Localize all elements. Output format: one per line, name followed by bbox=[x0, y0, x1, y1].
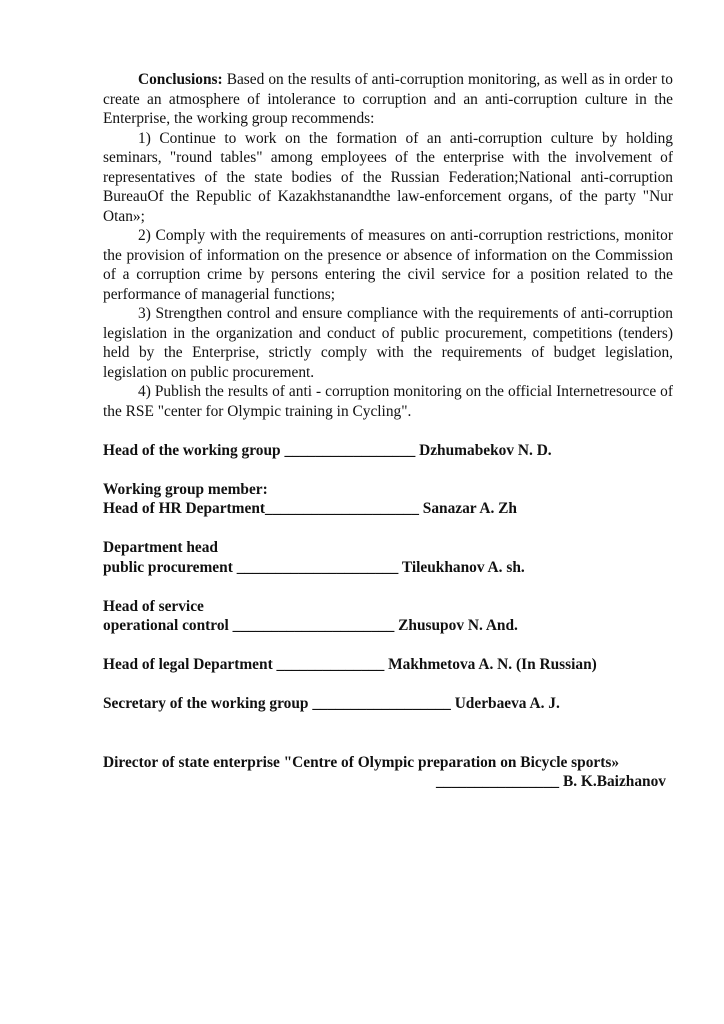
signature-name: Zhusupov N. And. bbox=[394, 617, 518, 634]
conclusions-intro: Based on the results of anti-corruption monitoring, as well as in order to create an atmosphere of intolerance to corruption and an anti-corruption culture in the Enterprise, the working group recommends: bbox=[103, 71, 673, 127]
conclusions-heading: Conclusions: bbox=[138, 71, 223, 88]
signature-name: Dzhumabekov N. D. bbox=[415, 441, 552, 459]
signature-line: ______________ bbox=[276, 656, 385, 673]
signature-public-procurement bbox=[103, 558, 673, 578]
signature-title: Secretary of the working group bbox=[103, 695, 313, 712]
document-page bbox=[103, 70, 673, 792]
signature-section-label: Working group member: bbox=[103, 480, 268, 498]
signature-name: Makhmetova A. N. (In Russian) bbox=[384, 656, 597, 673]
signature-line: __________________ bbox=[312, 695, 451, 712]
signature-secretary bbox=[103, 694, 673, 714]
director-title: Director of state enterprise "Centre of Olympic preparation on Bicycle sports» bbox=[103, 753, 620, 771]
recommendation-item-4: 4) Publish the results of anti - corruption monitoring on the official Internetresource of the RSE "center for Olympic training in Cycling". bbox=[103, 383, 673, 420]
signature-name: Tileukhanov A. sh. bbox=[398, 558, 525, 576]
signature-line: _____________________ bbox=[232, 617, 395, 634]
signature-title: operational control bbox=[103, 617, 233, 634]
signature-line: ____________________ bbox=[265, 500, 419, 517]
signature-name: Sanazar A. Zh bbox=[418, 500, 517, 517]
signature-title-line1: Head of service bbox=[103, 597, 204, 615]
signature-title: Head of legal Department bbox=[103, 656, 277, 673]
signature-title: Head of HR Department bbox=[103, 500, 265, 517]
conclusions-paragraph bbox=[103, 70, 673, 129]
signature-title: Head of the working group bbox=[103, 441, 285, 459]
signature-title-line1: Department head bbox=[103, 539, 218, 556]
signature-head-of-legal bbox=[103, 655, 673, 675]
signature-head-of-hr bbox=[103, 499, 673, 519]
recommendation-item-1: 1) Continue to work on the formation of an anti-corruption culture by holding seminars, "round tables" among employees of the enterprise with the involvement of representatives of the state bodies of the Russian Federation;National anti-corruption BureauOf the Republic of Kazakhstanandthe law-enforcement organs, of the party "Nur Otan»; bbox=[103, 129, 673, 225]
signature-line: _____________________ bbox=[236, 558, 399, 576]
signature-operational-control bbox=[103, 616, 673, 636]
signature-line: ________________ bbox=[435, 773, 560, 790]
director-signature bbox=[103, 772, 673, 792]
signature-head-of-working-group bbox=[103, 441, 673, 461]
signature-name: Uderbaeva A. J. bbox=[450, 695, 560, 712]
signature-name: B. K.Baizhanov bbox=[559, 773, 666, 790]
signature-line: _________________ bbox=[284, 441, 416, 459]
recommendation-item-2: 2) Comply with the requirements of measures on anti-corruption restrictions, monitor the provision of information on the presence or absence of information on the Commission of a corruption crime by persons entering the civil service for a position related to the performance of managerial functions; bbox=[103, 227, 673, 303]
recommendation-item-3: 3) Strengthen control and ensure compliance with the requirements of anti-corruption legislation in the organization and conduct of public procurement, competitions (tenders) held by the Enterprise, strictly comply with the requirements of budget legislation, legislation on public procurement. bbox=[103, 305, 673, 381]
signature-title: public procurement bbox=[103, 558, 237, 576]
